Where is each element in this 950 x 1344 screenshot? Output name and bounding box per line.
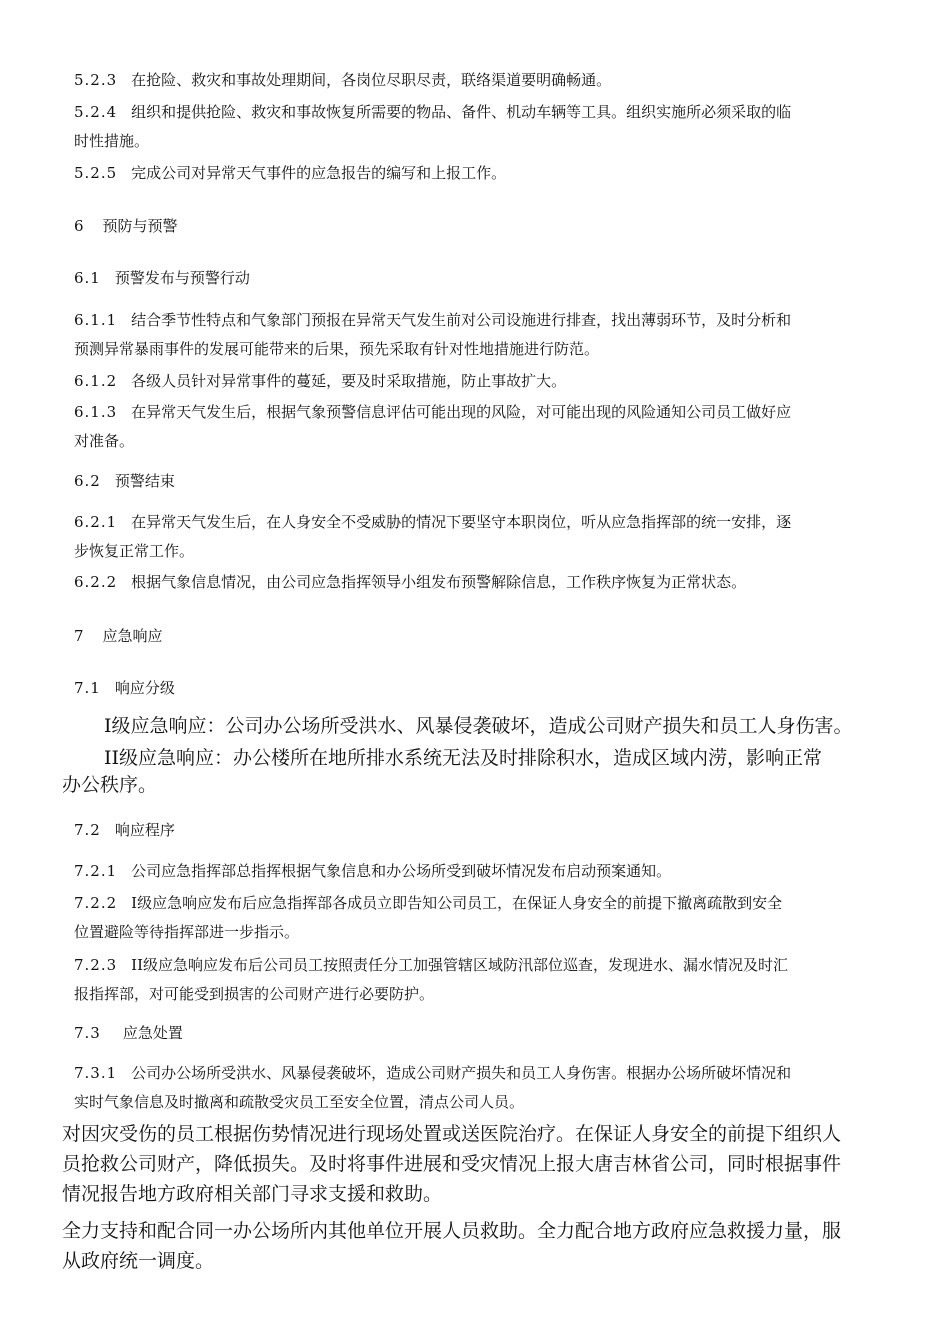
heading-text: 预警结束: [114, 472, 175, 490]
body-paragraph-2-line-2: 从政府统一调度。: [62, 1250, 215, 1272]
clause-7-2-2: [74, 893, 782, 913]
body-paragraph-1-line-3: 情况报告地方政府相关部门寻求支援和救助。: [62, 1183, 443, 1205]
heading-text: 预防与预警: [102, 217, 178, 235]
clause-7-3-1: [74, 1063, 791, 1083]
response-level-1: I级应急响应：公司办公场所受洪水、风暴侵袭破坏，造成公司财产损失和员工人身伤害。: [104, 715, 853, 737]
clause-number: 5.2.3: [74, 71, 118, 89]
clause-text: 组织和提供抢险、救灾和事故恢复所需要的物品、备件、机动车辆等工具。组织实施所必须采取的临: [131, 103, 792, 121]
clause-number: 7.2.1: [74, 862, 118, 880]
heading-text: 应急处置: [122, 1024, 183, 1042]
section-heading-6-2: [74, 471, 175, 491]
section-heading-6: [74, 216, 178, 236]
heading-number: 7.2: [74, 821, 101, 839]
body-paragraph-1-line-2: 员抢救公司财产，降低损失。及时将事件进展和受灾情况上报大唐吉林省公司，同时根据事件: [62, 1153, 842, 1175]
clause-5-2-3: [74, 70, 611, 90]
clause-5-2-4: [74, 102, 791, 122]
clause-continuation: 对准备。: [74, 432, 135, 450]
clause-number: 6.2.1: [74, 513, 118, 531]
clause-7-2-3: [74, 955, 788, 975]
clause-text: 根据气象信息情况，由公司应急指挥领导小组发布预警解除信息，工作秩序恢复为正常状态。: [131, 573, 747, 591]
heading-text: 响应程序: [114, 821, 175, 839]
heading-number: 6.1: [74, 269, 101, 287]
clause-text: 在异常天气发生后，在人身安全不受威胁的情况下要坚守本职岗位，听从应急指挥部的统一安排，逐: [131, 513, 792, 531]
response-level-2-continuation: 办公秩序。: [62, 774, 158, 796]
clause-text: II级应急响应发布后公司员工按照责任分工加强管辖区域防汛部位巡查，发现进水、漏水情况及时汇: [131, 956, 789, 974]
clause-number: 7.3.1: [74, 1064, 118, 1082]
heading-number: 7: [74, 627, 85, 645]
clause-number: 6.1.1: [74, 311, 118, 329]
clause-text: 公司办公场所受洪水、风暴侵袭破坏，造成公司财产损失和员工人身伤害。根据办公场所破坏情况和: [131, 1064, 792, 1082]
clause-text: 在异常天气发生后，根据气象预警信息评估可能出现的风险，对可能出现的风险通知公司员工做好应: [131, 403, 792, 421]
clause-number: 5.2.4: [74, 103, 118, 121]
heading-number: 6.2: [74, 472, 101, 490]
body-paragraph-2-line-1: 全力支持和配合同一办公场所内其他单位开展人员救助。全力配合地方政府应急救援力量，服: [62, 1220, 842, 1242]
clause-number: 6.1.2: [74, 372, 118, 390]
clause-number: 6.2.2: [74, 573, 118, 591]
clause-continuation: 步恢复正常工作。: [74, 542, 195, 560]
clause-number: 7.2.3: [74, 956, 118, 974]
clause-text: 在抢险、救灾和事故处理期间，各岗位尽职尽责，联络渠道要明确畅通。: [131, 71, 612, 89]
clause-6-1-2: [74, 371, 566, 391]
heading-text: 响应分级: [114, 679, 175, 697]
clause-7-2-1: [74, 861, 671, 881]
clause-6-2-2: [74, 572, 746, 592]
clause-text: 结合季节性特点和气象部门预报在异常天气发生前对公司设施进行排查，找出薄弱环节，及时分析和: [131, 311, 792, 329]
clause-5-2-5: [74, 163, 506, 183]
heading-number: 7.1: [74, 679, 101, 697]
clause-6-1-3: [74, 402, 791, 422]
heading-text: 应急响应: [102, 627, 163, 645]
heading-number: 6: [74, 217, 85, 235]
clause-text: 公司应急指挥部总指挥根据气象信息和办公场所受到破坏情况发布启动预案通知。: [131, 862, 672, 880]
clause-number: 6.1.3: [74, 403, 118, 421]
section-heading-7-3: [74, 1023, 183, 1043]
response-level-2: II级应急响应：办公楼所在地所排水系统无法及时排除积水，造成区域内涝，影响正常: [104, 747, 823, 769]
body-paragraph-1-line-1: 对因灾受伤的员工根据伤势情况进行现场处置或送医院治疗。在保证人身安全的前提下组织人: [62, 1123, 842, 1145]
section-heading-7-2: [74, 820, 175, 840]
clause-continuation: 位置避险等待指挥部进一步指示。: [74, 923, 300, 941]
clause-number: 5.2.5: [74, 164, 118, 182]
clause-text: 完成公司对异常天气事件的应急报告的编写和上报工作。: [131, 164, 507, 182]
clause-number: 7.2.2: [74, 894, 118, 912]
clause-6-1-1: [74, 310, 791, 330]
section-heading-6-1: [74, 268, 250, 288]
clause-continuation: 报指挥部，对可能受到损害的公司财产进行必要防护。: [74, 985, 435, 1003]
clause-continuation: 预测异常暴雨事件的发展可能带来的后果，预先采取有针对性地措施进行防范。: [74, 340, 600, 358]
clause-6-2-1: [74, 512, 791, 532]
heading-text: 预警发布与预警行动: [114, 269, 250, 287]
clause-continuation: 实时气象信息及时撤离和疏散受灾员工至安全位置，清点公司人员。: [74, 1093, 525, 1111]
section-heading-7: [74, 626, 163, 646]
clause-continuation: 时性措施。: [74, 132, 150, 150]
heading-number: 7.3: [74, 1024, 101, 1042]
clause-text: I级应急响应发布后应急指挥部各成员立即告知公司员工，在保证人身安全的前提下撤离疏散到安全: [131, 894, 783, 912]
clause-text: 各级人员针对异常事件的蔓延，要及时采取措施，防止事故扩大。: [131, 372, 567, 390]
section-heading-7-1: [74, 678, 175, 698]
